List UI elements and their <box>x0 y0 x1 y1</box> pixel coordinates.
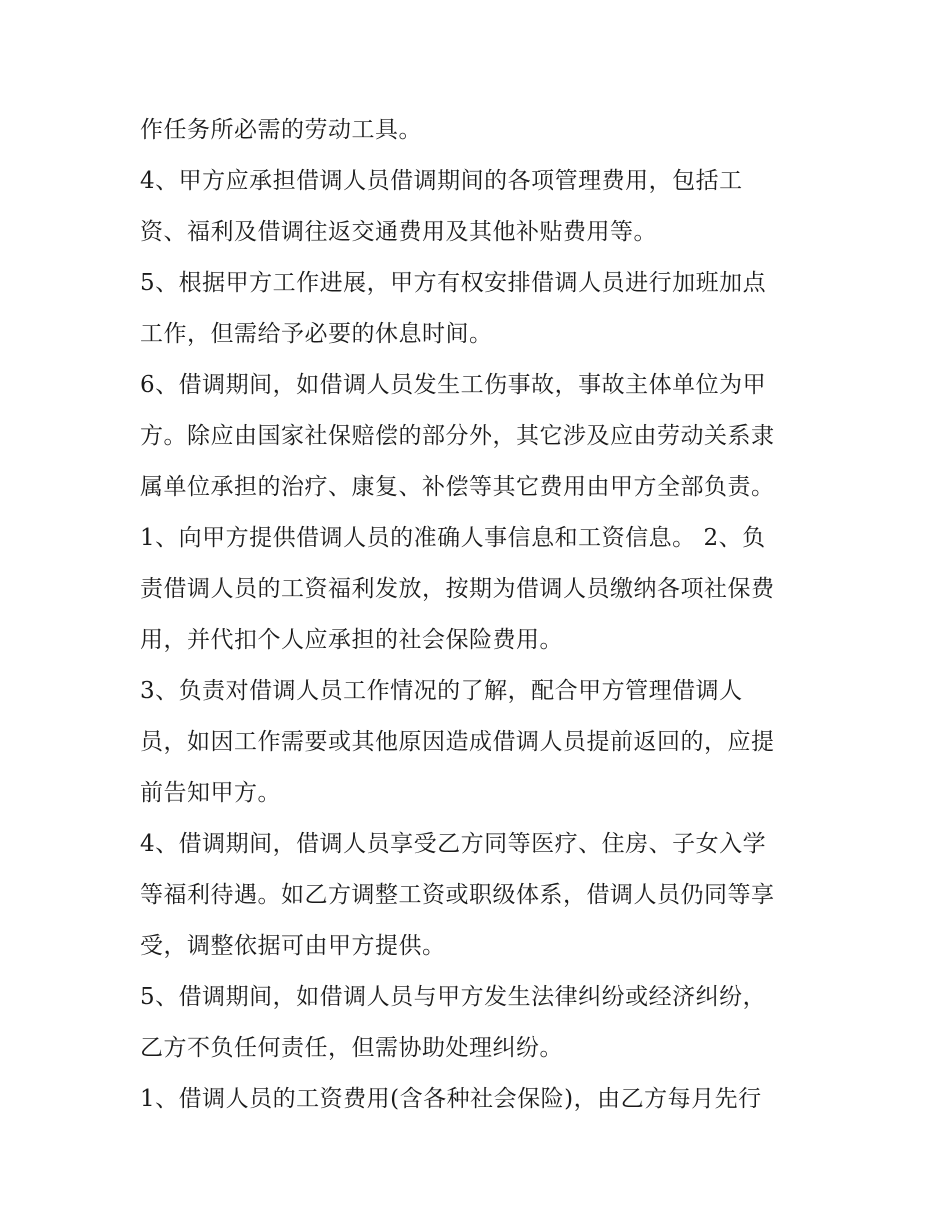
text-line: 6、借调期间，如借调人员发生工伤事故，事故主体单位为甲 <box>140 372 767 398</box>
text-line: 用，并代扣个人应承担的社会保险费用。 <box>140 627 563 653</box>
text-line: 属单位承担的治疗、康复、补偿等其它费用由甲方全部负责。 <box>140 474 775 500</box>
text-line: 作任务所必需的劳动工具。 <box>140 117 422 143</box>
text-line: 前告知甲方。 <box>140 780 281 806</box>
text-line: 乙方不负任何责任，但需协助处理纠纷。 <box>140 1035 563 1061</box>
text-line: 1、向甲方提供借调人员的准确人事信息和工资信息。 2、负 <box>140 525 766 551</box>
text-line: 资、福利及借调往返交通费用及其他补贴费用等。 <box>140 219 657 245</box>
text-line: 方。除应由国家社保赔偿的部分外，其它涉及应由劳动关系隶 <box>140 423 775 449</box>
text-line: 等福利待遇。如乙方调整工资或职级体系，借调人员仍同等享 <box>140 882 775 908</box>
text-line: 责借调人员的工资福利发放，按期为借调人员缴纳各项社保费 <box>140 576 775 602</box>
text-line: 4、甲方应承担借调人员借调期间的各项管理费用，包括工 <box>140 168 743 194</box>
text-line: 员，如因工作需要或其他原因造成借调人员提前返回的，应提 <box>140 729 775 755</box>
text-line: 工作，但需给予必要的休息时间。 <box>140 321 493 347</box>
text-line: 1、借调人员的工资费用(含各种社会保险)，由乙方每月先行 <box>140 1086 762 1112</box>
text-line: 受，调整依据可由甲方提供。 <box>140 933 446 959</box>
text-line: 3、负责对借调人员工作情况的了解，配合甲方管理借调人 <box>140 678 743 704</box>
document-body <box>140 110 830 1130</box>
text-line: 4、借调期间，借调人员享受乙方同等医疗、住房、子女入学 <box>140 831 767 857</box>
text-line: 5、借调期间，如借调人员与甲方发生法律纠纷或经济纠纷， <box>140 984 767 1010</box>
text-line: 5、根据甲方工作进展，甲方有权安排借调人员进行加班加点 <box>140 270 767 296</box>
